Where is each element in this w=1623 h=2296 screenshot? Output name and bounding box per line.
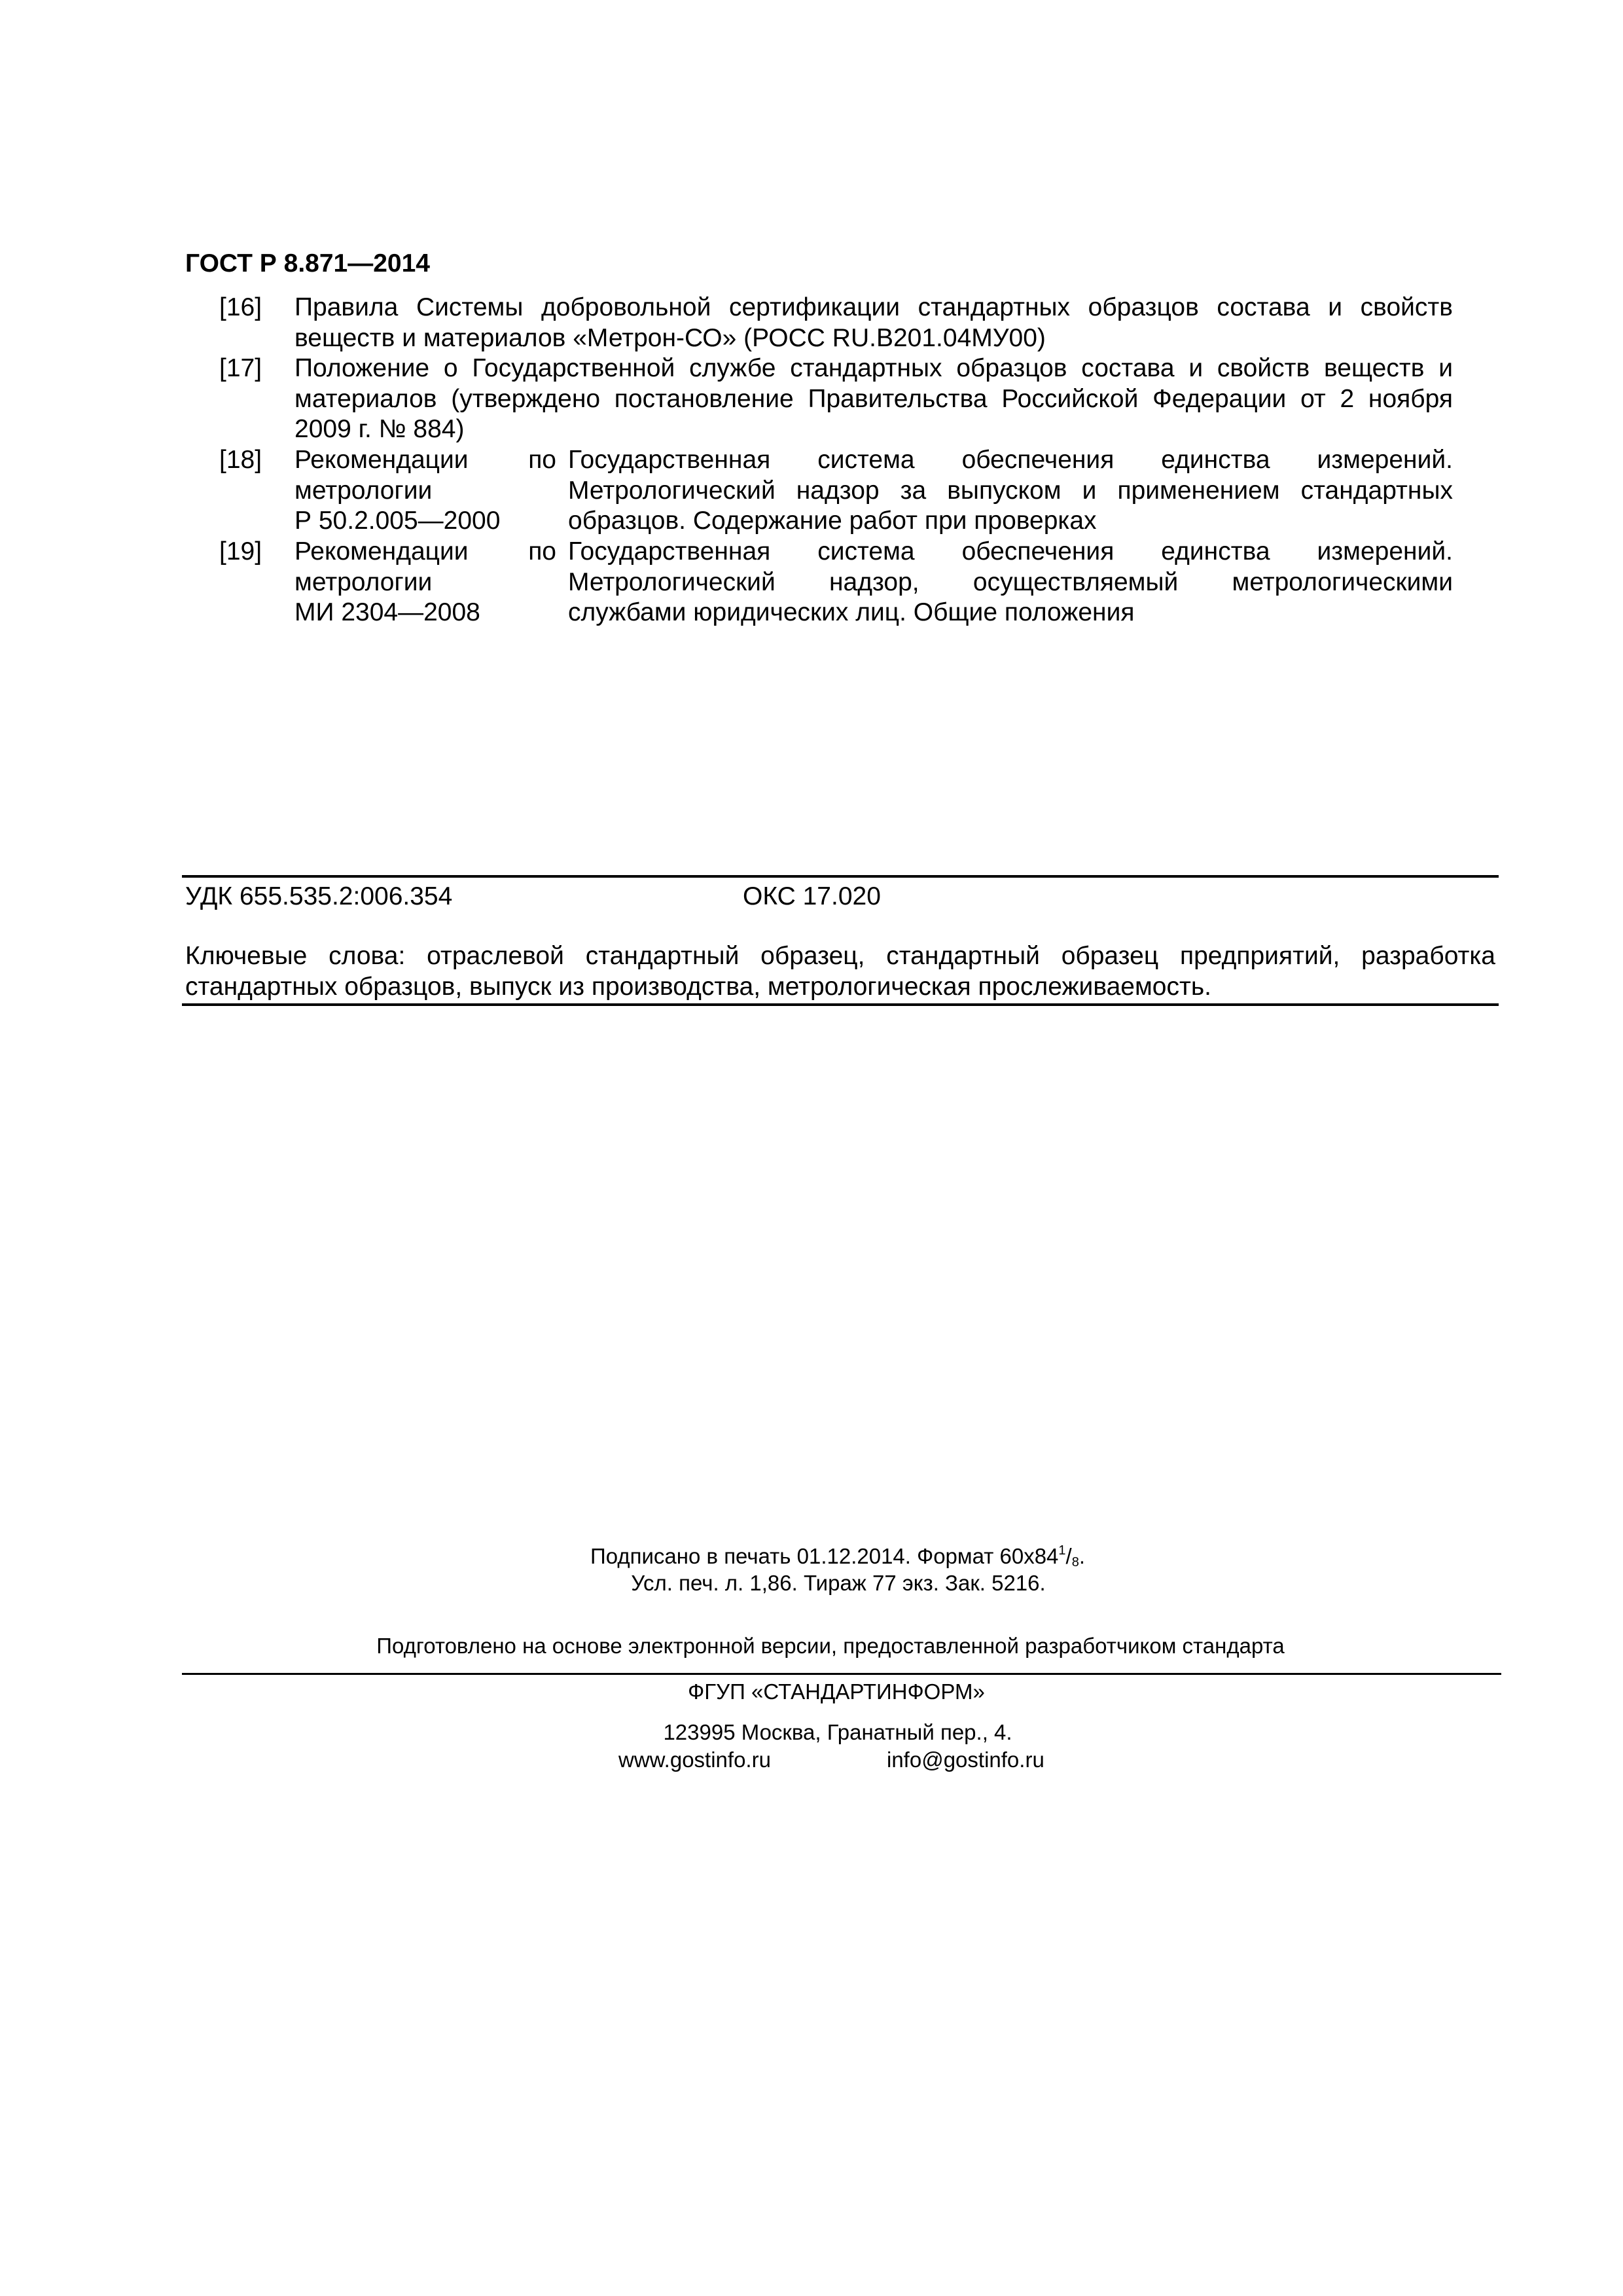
- reference-doc-line: метрологии: [294, 567, 433, 596]
- reference-doc-line: Рекомендации по: [294, 446, 556, 474]
- reference-text-line: материалов (утверждено постановление Правительства Российской Федерации от 2 ноября: [294, 384, 1453, 413]
- reference-title-line: Метрологический надзор, осуществляемый метрологическими: [568, 567, 1453, 596]
- publisher-email-link[interactable]: info@gostinfo.ru: [887, 1748, 1044, 1772]
- reference-item-16: [219, 293, 1453, 355]
- imprint-signed-line: Подписано в печать 01.12.2014. Формат $60x84^1/_8$.: [590, 1543, 1086, 1570]
- reference-title-line: службами юридических лиц. Общие положения: [568, 598, 1135, 626]
- imprint-prepared-note: Подготовлено на основе электронной версии, предоставленной разработчиком стандарта: [376, 1634, 1285, 1658]
- reference-document-designation: [294, 445, 556, 537]
- publisher-website-link[interactable]: www.gostinfo.ru: [618, 1748, 771, 1772]
- imprint-signed-text: Подписано в печать 01.12.2014. Формат 60x84: [590, 1544, 1059, 1568]
- imprint-divider: [182, 1673, 1501, 1675]
- reference-doc-line: Рекомендации по: [294, 537, 556, 565]
- keywords-line: Ключевые слова: отраслевой стандартный образец, стандартный образец предприятий, разработка: [185, 942, 1495, 970]
- format-fraction-numerator: 1: [1058, 1543, 1066, 1558]
- reference-title-line: Государственная система обеспечения единства измерений.: [568, 537, 1453, 565]
- reference-title-line: Государственная система обеспечения единства измерений.: [568, 446, 1453, 474]
- reference-doc-line: метрологии: [294, 476, 433, 505]
- reference-text-line: 2009 г. № 884): [294, 415, 465, 443]
- reference-text-line: Правила Системы добровольной сертификации стандартных образцов состава и свойств: [294, 293, 1453, 321]
- reference-document-designation: [294, 537, 556, 628]
- publisher-address: 123995 Москва, Гранатный пер., 4.: [663, 1720, 1012, 1744]
- reference-document-title: [568, 445, 1453, 537]
- reference-text: [294, 293, 1453, 353]
- reference-document-title: [568, 537, 1453, 628]
- reference-item-17: [219, 353, 1453, 445]
- document-header-title: ГОСТ Р 8.871—2014: [185, 249, 430, 278]
- reference-item-18: [219, 445, 1453, 537]
- reference-text: [294, 353, 1453, 445]
- keywords-line: стандартных образцов, выпуск из производства, метрологическая прослеживаемость.: [185, 972, 1212, 1001]
- bottom-divider: [182, 1003, 1499, 1006]
- imprint-print-info: Усл. печ. л. 1,86. Тираж 77 экз. Зак. 5216.: [631, 1571, 1046, 1595]
- reference-text-line: веществ и материалов «Метрон-СО» (РОСС RU.В201.04МУ00): [294, 323, 1046, 352]
- reference-doc-line: МИ 2304—2008: [294, 598, 480, 626]
- oks-code: ОКС 17.020: [743, 882, 881, 910]
- reference-doc-line: Р 50.2.005—2000: [294, 507, 501, 535]
- reference-text-line: Положение о Государственной службе стандартных образцов состава и свойств веществ и: [294, 354, 1453, 382]
- reference-number: [16]: [219, 293, 262, 321]
- format-tail: .: [1079, 1544, 1086, 1568]
- keywords-paragraph: [185, 941, 1495, 1002]
- reference-item-19: [219, 537, 1453, 628]
- reference-title-line: Метрологический надзор за выпуском и применением стандартных: [568, 476, 1453, 505]
- top-divider: [182, 875, 1499, 878]
- reference-title-line: образцов. Содержание работ при проверках: [568, 507, 1097, 535]
- reference-number: [19]: [219, 537, 262, 565]
- udk-code: УДК 655.535.2:006.354: [185, 882, 453, 910]
- reference-number: [17]: [219, 354, 262, 382]
- format-fraction-denominator: 8: [1071, 1555, 1079, 1570]
- publisher-name: ФГУП «СТАНДАРТИНФОРМ»: [688, 1679, 985, 1704]
- reference-number: [18]: [219, 446, 262, 474]
